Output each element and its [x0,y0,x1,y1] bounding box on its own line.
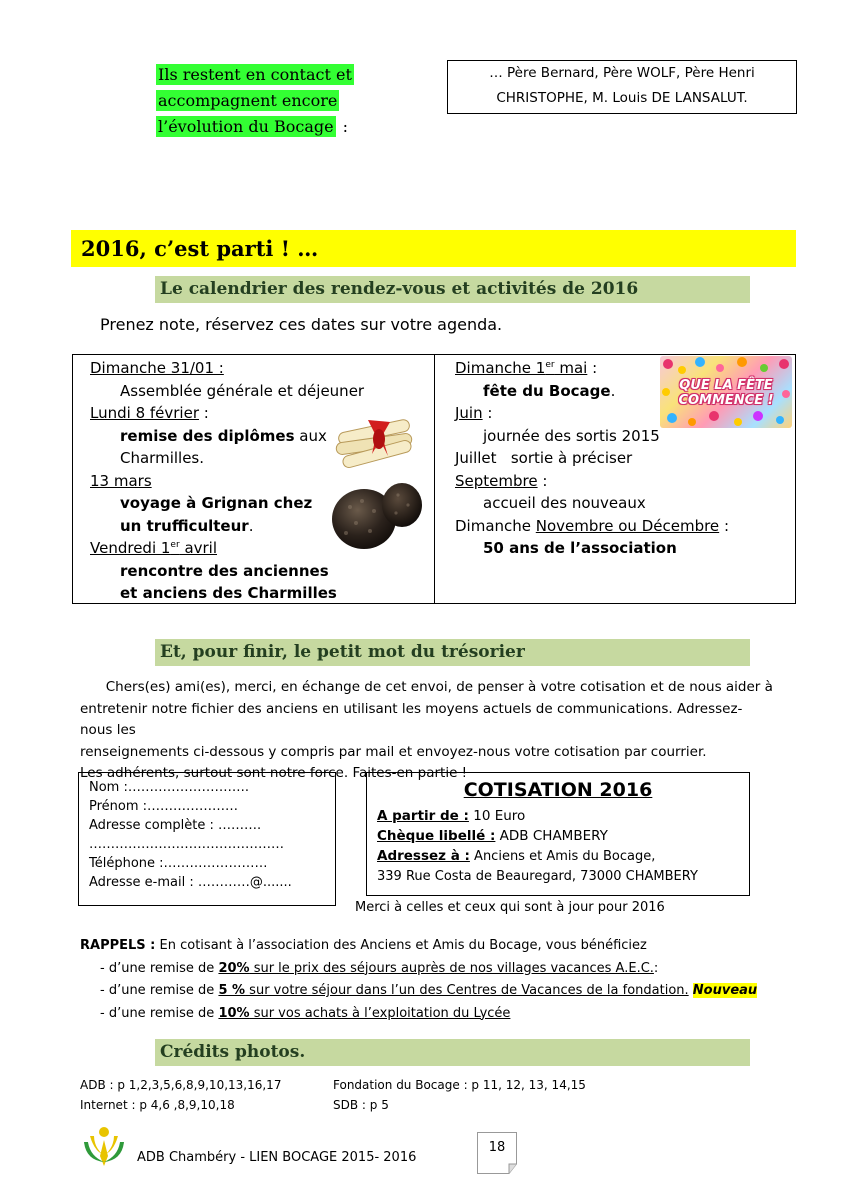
rappel-text: sur le prix des séjours auprès de nos villages vacances A.E.C. [249,960,654,976]
contact-line-1: Ils restent en contact et [158,65,352,84]
credit-line: Fondation du Bocage : p 11, 12, 13, 14,15 [333,1078,586,1092]
footer-text: ADB Chambéry - LIEN BOCAGE 2015- 2016 [137,1150,417,1165]
year-banner: 2016, c’est parti ! … [71,230,796,267]
event-desc: journée des sortis 2015 [483,426,660,445]
rappel-pre: - d’une remise de [100,960,219,976]
event-date-row [455,515,785,538]
event-desc: et anciens des Charmilles [120,584,337,602]
event-date-sup: er [545,360,555,370]
rappel-end: : [653,960,659,976]
cotisation-value: Anciens et Amis du Bocage, [469,849,656,864]
cotisation-label: Chèque libellé : [377,828,496,844]
form-field-name: Nom :………………………. [89,780,249,795]
cotisation-cheque [377,826,698,846]
event-colon: : [482,404,493,422]
cotisation-label: Adressez à : [377,848,470,864]
rappel-text: sur vos achats à l’exploitation du Lycée [249,1005,511,1021]
event-desc-end: . [248,516,254,535]
event-colon: : [587,359,598,377]
event-date: Dimanche 31/01 : [90,359,224,377]
treasurer-line: entretenir notre fichier des anciens en utilisant les moyens actuels de communications. Adressez-nous les [80,700,743,738]
credits-heading: Crédits photos. [155,1039,750,1066]
form-field-address: Adresse complète : ………. [89,818,262,833]
rappel-item [80,958,780,981]
event-date: 13 mars [90,471,152,490]
event-desc-bold: remise des diplômes [120,426,295,445]
fete-banner-image [660,356,792,428]
credit-line: Internet : p 4,6 ,8,9,10,18 [80,1098,235,1112]
rappel-item [80,1003,780,1026]
cotisation-price [377,806,698,826]
truffle-icon [328,475,424,555]
credits-left [80,1075,281,1115]
rappel-percent: 20% [218,960,250,976]
contact-line-3: l’évolution du Bocage [158,117,334,136]
rappel-percent: 5 % [218,983,246,998]
treasurer-text [80,677,773,785]
event-date: Juin [455,404,483,422]
fete-banner-line: COMMENCE ! [678,393,774,408]
form-field-firstname: Prénom :………………… [89,799,239,814]
rappels-section [80,935,780,1025]
event-date-row [455,470,785,493]
cotisation-value: 10 Euro [468,808,526,824]
event-desc: accueil des nouveaux [483,494,646,512]
event-desc: rencontre des anciennes [120,561,329,580]
member-form-fields [89,778,292,892]
diplomas-icon [332,412,422,470]
cotisation-title: COTISATION 2016 [463,779,653,801]
event-date: Novembre ou Décembre [535,516,720,535]
event-date [455,359,587,377]
event-desc: Assemblée générale et déjeuner [120,381,365,400]
event-date-part: avril [179,539,218,557]
cotisation-address-line: 339 Rue Costa de Beauregard, 73000 CHAMBERY [377,869,698,884]
event-desc-bold: un trufficulteur [120,516,249,535]
credits-right [333,1075,586,1115]
event-date: Lundi 8 février [90,404,199,422]
rappels-intro [80,935,780,958]
event-prefix: Dimanche [455,516,536,535]
event-desc-bold: fête du Bocage [483,381,611,400]
event-desc [90,515,364,538]
event-date-part: Vendredi 1 [90,539,171,557]
event-date-sup: er [170,540,180,550]
form-field-phone: Téléphone :…………………… [89,856,268,871]
priests-line-2: CHRISTOPHE, M. Louis DE LANSALUT. [496,90,748,106]
form-field-address-cont: ……………………………………… [89,837,284,852]
calendar-note: Prenez note, réservez ces dates sur votre agenda. [100,315,503,334]
calendar-divider [434,354,435,604]
cotisation-value: ADB CHAMBERY [495,828,608,844]
priests-line-1: … Père Bernard, Père WOLF, Père Henri [489,65,755,81]
event-colon: : [199,404,209,422]
fete-banner-label [660,378,792,408]
credit-line: ADB : p 1,2,3,5,6,8,9,10,13,16,17 [80,1078,282,1092]
event-colon: : [537,471,548,490]
treasurer-line: Chers(es) ami(es), merci, en échange de cet envoi, de penser à votre cotisation et de nous aider à [80,679,773,695]
calendar-heading: Le calendrier des rendez-vous et activités de 2016 [155,276,750,303]
event-desc: 50 ans de l’association [483,539,677,557]
event-date: Septembre [455,471,538,490]
rappel-text: sur votre séjour dans l’un des Centres de Vacances de la fondation. [245,983,689,998]
rappel-item [80,980,780,1003]
rappel-pre: - d’une remise de [100,983,219,998]
contact-line-2: accompagnent encore [158,91,338,110]
new-badge: Nouveau [692,983,758,998]
event-desc-rest: aux [294,426,327,445]
credit-line: SDB : p 5 [333,1098,389,1112]
contact-suffix: : [337,117,349,136]
event-desc: Charmilles. [120,449,205,467]
event-desc [90,425,364,448]
rappels-intro-text: En cotisant à l’association des Anciens et Amis du Bocage, vous bénéficiez [155,938,647,953]
form-field-email: Adresse e-mail : …………@....... [89,875,292,890]
cotisation-details [377,806,698,887]
page-number: 18 [488,1140,506,1155]
event-line: Juillet sortie à préciser [455,449,633,467]
cotisation-address [377,846,698,867]
event-desc: voyage à Grignan chez [120,494,313,512]
event-date [90,537,364,560]
event-desc-end: . [610,381,616,400]
priests-box [447,60,797,114]
treasurer-line: renseignements ci-dessous y compris par mail et envoyez-nous votre cotisation par courrier. [80,743,707,760]
event-date-part: mai [554,359,588,377]
treasurer-heading: Et, pour finir, le petit mot du trésorier [155,639,750,666]
cotisation-label: A partir de : [377,808,469,824]
event-colon: : [719,516,729,535]
bocage-logo-icon [80,1122,128,1170]
treasurer-line: Les adhérents, surtout sont notre force. Faites-en partie ! [80,765,468,781]
rappels-label: RAPPELS : [80,938,156,953]
cotisation-thanks: Merci à celles et ceux qui sont à jour pour 2016 [355,900,665,915]
rappel-percent: 10% [218,1005,250,1021]
rappel-pre: - d’une remise de [100,1005,219,1021]
calendar-left-column [90,357,364,605]
event-date-row [90,402,364,425]
contact-text [156,62,354,140]
event-date-part: Dimanche 1 [455,359,546,377]
fete-banner-line: QUE LA FÊTE [679,378,773,393]
